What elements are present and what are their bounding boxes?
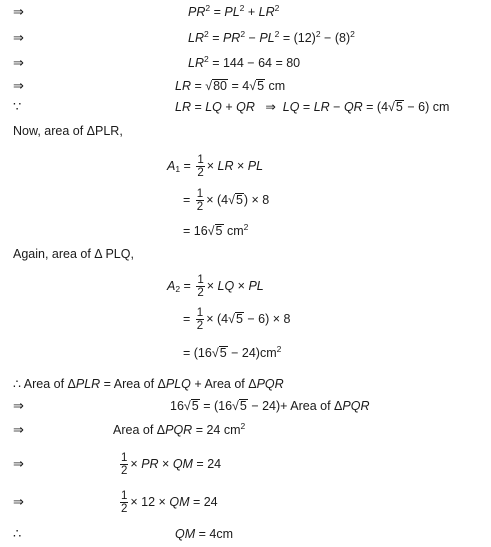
step-qm-result: QM = 4cm [175,527,234,541]
step-area-equation: 16√5 = (16√5 − 24)+ Area of ΔPQR [170,399,370,413]
step-lr-sum: LR = LQ + QR ⇒ LQ = LR − QR = (4√5 − 6) cm [175,100,450,114]
implies-symbol: ⇒ [13,78,24,93]
implies-symbol: ⇒ [13,398,24,413]
area-relation: ∴ Area of ΔPLR = Area of ΔPLQ + Area of ΔPQR [13,377,284,391]
step-a2-definition: $A_2$ = $\frac{1}{2}$ × LQ × PL [167,274,264,300]
therefore-symbol: ∴ [13,526,22,541]
step-half-pr-qm: $\frac{1}{2}$ × PR × QM = 24 [121,452,222,478]
again-area-plq-label: Again, area of Δ PLQ, [13,247,134,261]
step-lr-value: LR = √80 = 4√5 cm [175,79,286,93]
because-symbol: ∵ [13,99,22,114]
step-a2-value: = $(16√5 - 24)cm^2$ [183,344,282,360]
implies-symbol: ⇒ [13,494,24,509]
step-a1-value: = 16√5 $cm^2$ [183,222,249,238]
implies-symbol: ⇒ [13,456,24,471]
now-area-plr-label: Now, area of ΔPLR, [13,124,123,138]
implies-symbol: ⇒ [13,30,24,45]
step-a2-substitution: = $\frac{1}{2}$ × (4√5 − 6) × 8 [183,307,291,333]
step-half-12-qm: $\frac{1}{2}$ × 12 × QM = 24 [121,490,218,516]
step-area-pqr: Area of ΔPQR = 24 $cm^2$ [113,421,246,437]
implies-symbol: ⇒ [13,55,24,70]
implies-symbol: ⇒ [13,422,24,437]
implies-symbol: ⇒ [13,4,24,19]
step-lr-squared-value: $LR^2 = 144 - 64 = 80$ [188,54,301,70]
step-pr-squared: $PR^2 = PL^2 + LR^2$ [188,3,280,19]
step-lr-squared: $LR^2 = PR^2 - PL^2 = (12)^2 - (8)^2$ [188,29,355,45]
step-a1-substitution: = $\frac{1}{2}$ × (4√5) × 8 [183,188,270,214]
step-a1-definition: $A_1$ = $\frac{1}{2}$ × LR × PL [167,154,264,180]
